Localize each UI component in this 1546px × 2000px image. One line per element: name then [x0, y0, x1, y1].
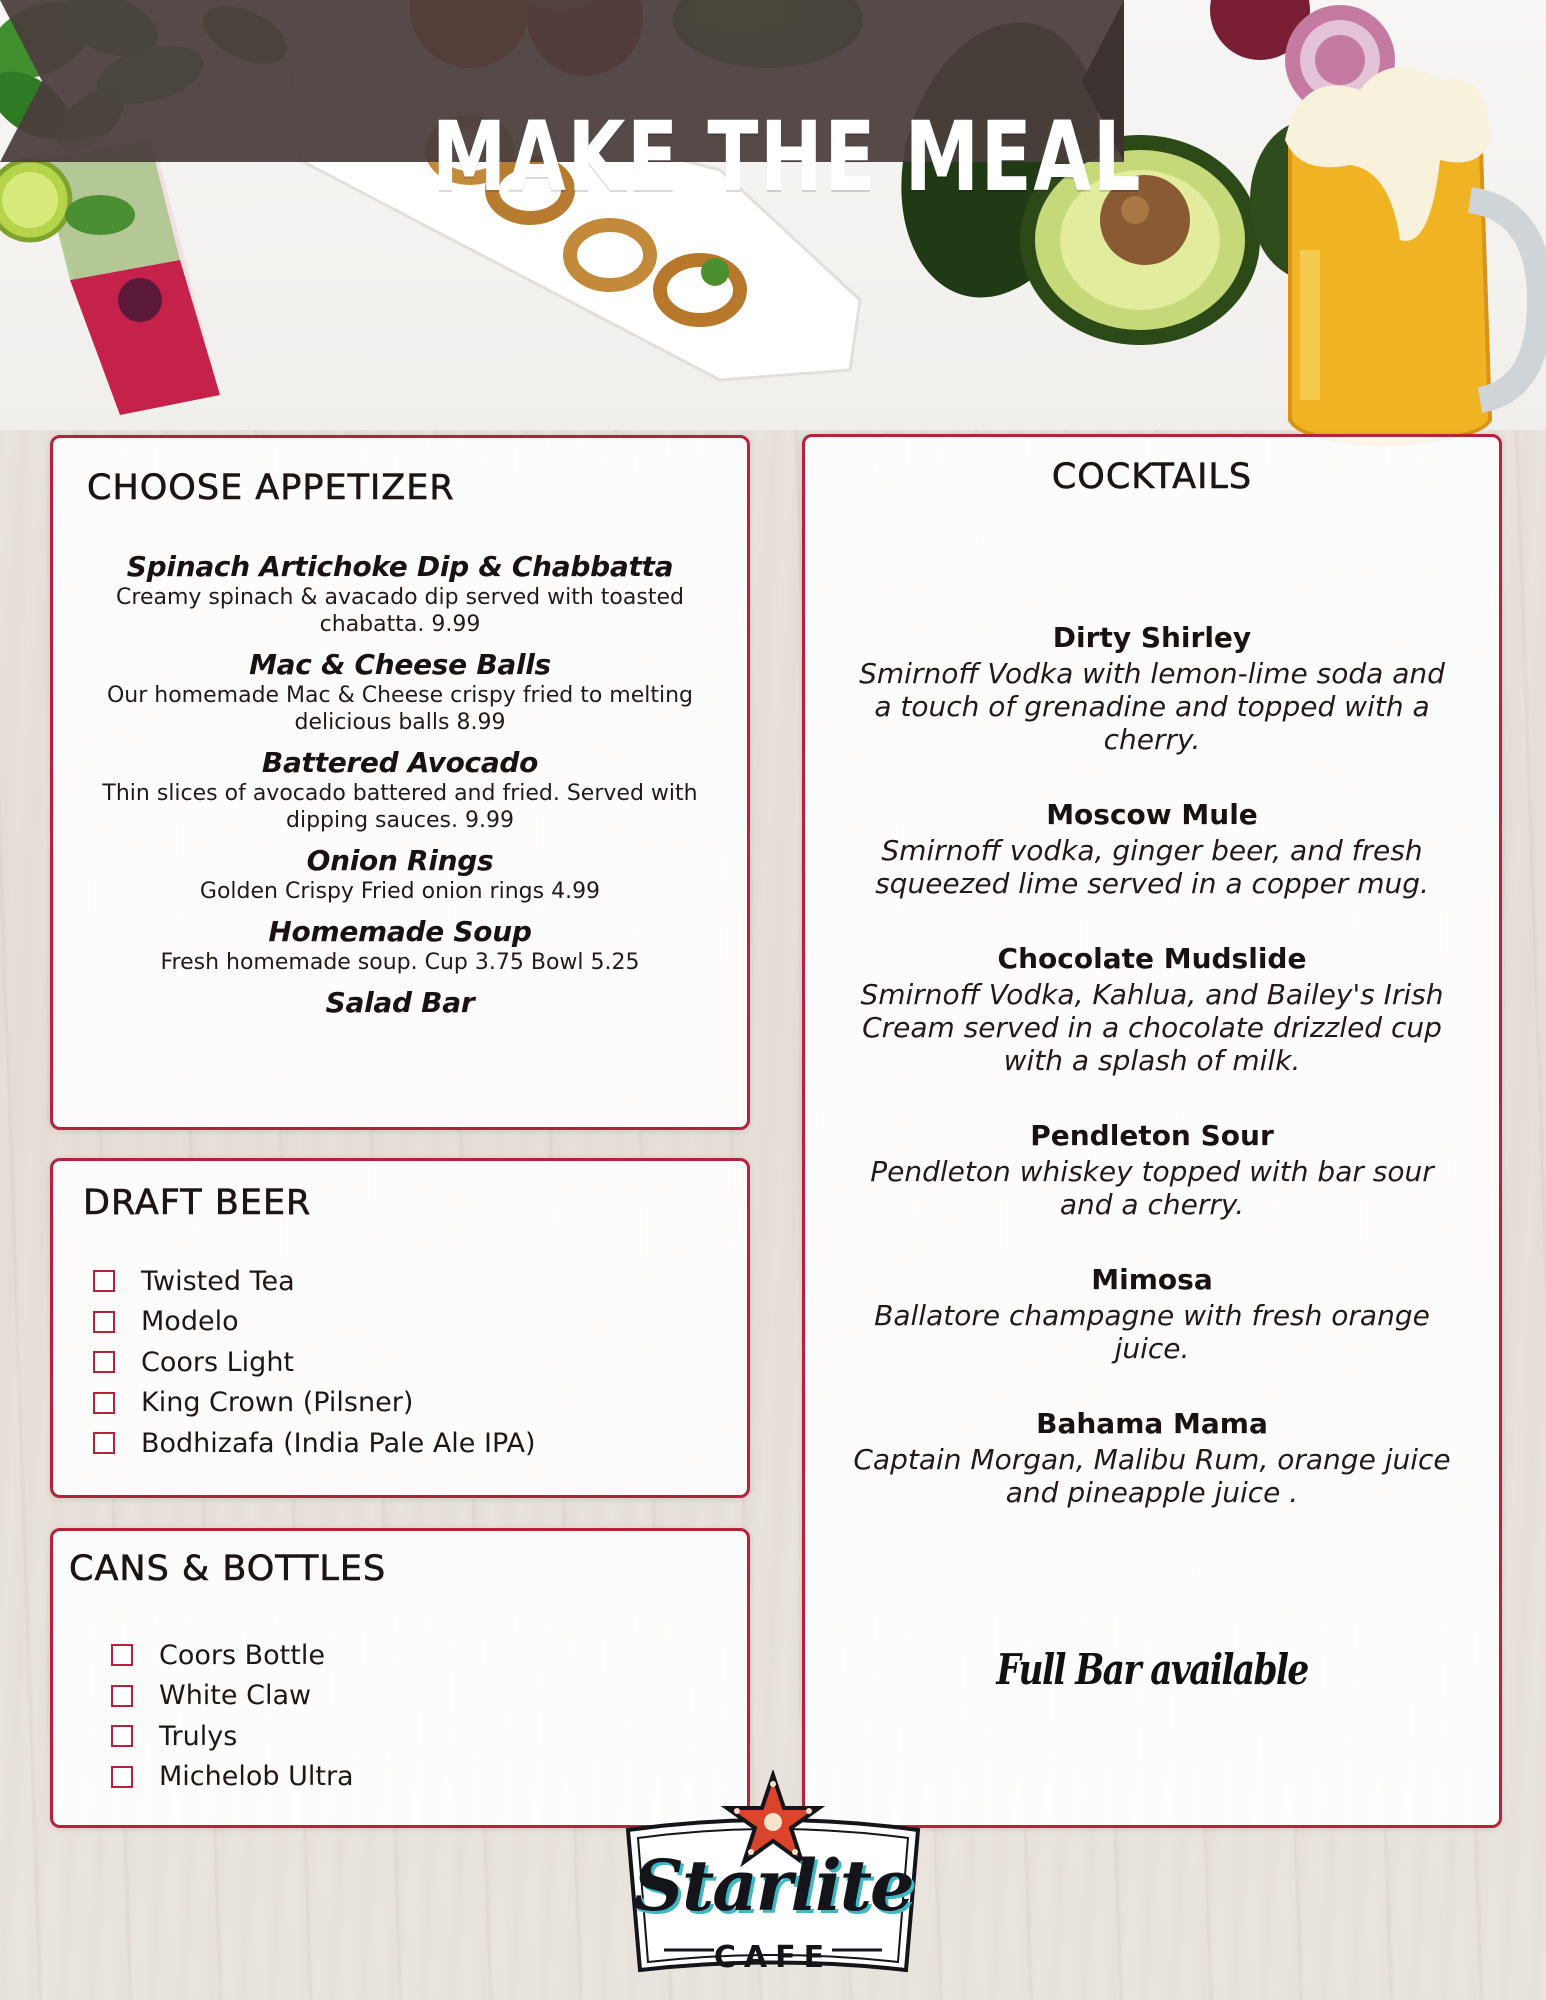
draft-beer-label: Modelo	[141, 1306, 239, 1338]
cocktail-name: Bahama Mama	[1036, 1407, 1268, 1440]
appetizer-item	[53, 986, 747, 1020]
checkbox[interactable]	[111, 1644, 133, 1666]
appetizer-heading: CHOOSE APPETIZER	[87, 468, 455, 508]
logo-sub-text: CAFE	[713, 1940, 833, 1975]
draft-beer-label: Bodhizafa (India Pale Ale IPA)	[141, 1427, 536, 1459]
cocktail-desc: Pendleton whiskey topped with bar sour and a cherry.	[870, 1155, 1434, 1221]
cocktail-name: Chocolate Mudslide	[997, 942, 1307, 975]
checkbox[interactable]	[93, 1311, 115, 1333]
cans-bottles-heading: CANS & BOTTLES	[69, 1549, 387, 1589]
cocktail-item	[805, 1405, 1499, 1509]
cans-bottles-item	[111, 1635, 354, 1676]
full-bar-note: Full Bar available	[996, 1645, 1308, 1694]
starlite-cafe-logo	[614, 1770, 932, 1985]
checkbox[interactable]	[111, 1766, 133, 1788]
appetizer-item	[53, 746, 747, 834]
cocktail-glass-image	[0, 125, 220, 415]
appetizer-name: Homemade Soup	[268, 915, 532, 948]
checkbox[interactable]	[93, 1351, 115, 1373]
cans-bottles-item	[111, 1676, 354, 1717]
appetizer-desc: Golden Crispy Fried onion rings 4.99	[199, 879, 601, 904]
cocktail-item	[805, 796, 1499, 900]
cans-bottles-label: Michelob Ultra	[159, 1761, 354, 1793]
cans-bottles-item	[111, 1757, 354, 1798]
cocktail-desc: Ballatore champagne with fresh orange juice.	[874, 1299, 1430, 1365]
appetizer-panel	[50, 435, 750, 1130]
appetizer-item	[53, 648, 747, 736]
appetizer-name: Salad Bar	[325, 986, 475, 1019]
cocktail-desc: Captain Morgan, Malibu Rum, orange juice and pineapple juice .	[853, 1443, 1451, 1509]
appetizer-desc: Thin slices of avocado battered and fried. Served with dipping sauces. 9.99	[102, 781, 698, 833]
checkbox[interactable]	[111, 1685, 133, 1707]
draft-beer-label: King Crown (Pilsner)	[141, 1387, 414, 1419]
checkbox[interactable]	[93, 1432, 115, 1454]
checkbox[interactable]	[93, 1270, 115, 1292]
appetizer-desc: Fresh homemade soup. Cup 3.75 Bowl 5.25	[160, 950, 640, 975]
cocktail-item	[805, 619, 1499, 756]
appetizer-name: Spinach Artichoke Dip & Chabbatta	[126, 550, 674, 583]
cocktails-panel	[802, 434, 1502, 1828]
appetizer-item	[53, 915, 747, 976]
cocktail-name: Mimosa	[1091, 1263, 1213, 1296]
draft-beer-panel	[50, 1158, 750, 1498]
appetizer-list	[53, 550, 747, 1030]
cocktail-name: Pendleton Sour	[1030, 1119, 1274, 1152]
cocktail-desc: Smirnoff Vodka, Kahlua, and Bailey's Irish Cream served in a chocolate drizzled cup with a splash of milk.	[860, 978, 1444, 1077]
appetizer-item	[53, 844, 747, 905]
cocktail-name: Moscow Mule	[1046, 798, 1258, 831]
cocktail-item	[805, 1261, 1499, 1365]
cocktails-heading: COCKTAILS	[1051, 457, 1253, 497]
draft-beer-list	[93, 1261, 536, 1464]
beer-mug-image	[1285, 67, 1540, 445]
cocktail-desc: Smirnoff Vodka with lemon-lime soda and a touch of grenadine and topped with a cherry.	[859, 657, 1445, 756]
hero-header	[0, 0, 1546, 460]
draft-beer-label: Coors Light	[141, 1346, 295, 1378]
draft-beer-item	[93, 1383, 536, 1424]
cocktail-desc: Smirnoff vodka, ginger beer, and fresh squeezed lime served in a copper mug.	[875, 834, 1429, 900]
logo-script-text: Starlite	[633, 1844, 913, 1927]
draft-beer-item	[93, 1423, 536, 1464]
appetizer-desc: Creamy spinach & avacado dip served with toasted chabatta. 9.99	[116, 585, 684, 637]
draft-beer-item	[93, 1302, 536, 1343]
appetizer-desc: Our homemade Mac & Cheese crispy fried to melting delicious balls 8.99	[106, 683, 694, 735]
draft-beer-item	[93, 1342, 536, 1383]
appetizer-item	[53, 550, 747, 638]
appetizer-name: Onion Rings	[306, 844, 494, 877]
checkbox[interactable]	[93, 1392, 115, 1414]
cans-bottles-label: Trulys	[159, 1720, 238, 1752]
cocktail-item	[805, 1117, 1499, 1221]
cans-bottles-label: Coors Bottle	[159, 1639, 325, 1671]
draft-beer-item	[93, 1261, 536, 1302]
draft-beer-label: Twisted Tea	[141, 1265, 295, 1297]
page-title: MAKE THE MEAL	[431, 101, 1143, 213]
cocktail-name: Dirty Shirley	[1052, 621, 1252, 654]
cans-bottles-list	[111, 1635, 354, 1797]
cans-bottles-label: White Claw	[159, 1680, 312, 1712]
appetizer-name: Battered Avocado	[261, 746, 539, 779]
cocktail-list	[805, 619, 1499, 1549]
cans-bottles-item	[111, 1716, 354, 1757]
draft-beer-heading: DRAFT BEER	[83, 1183, 312, 1223]
checkbox[interactable]	[111, 1725, 133, 1747]
appetizer-name: Mac & Cheese Balls	[249, 648, 551, 681]
cocktail-item	[805, 940, 1499, 1077]
